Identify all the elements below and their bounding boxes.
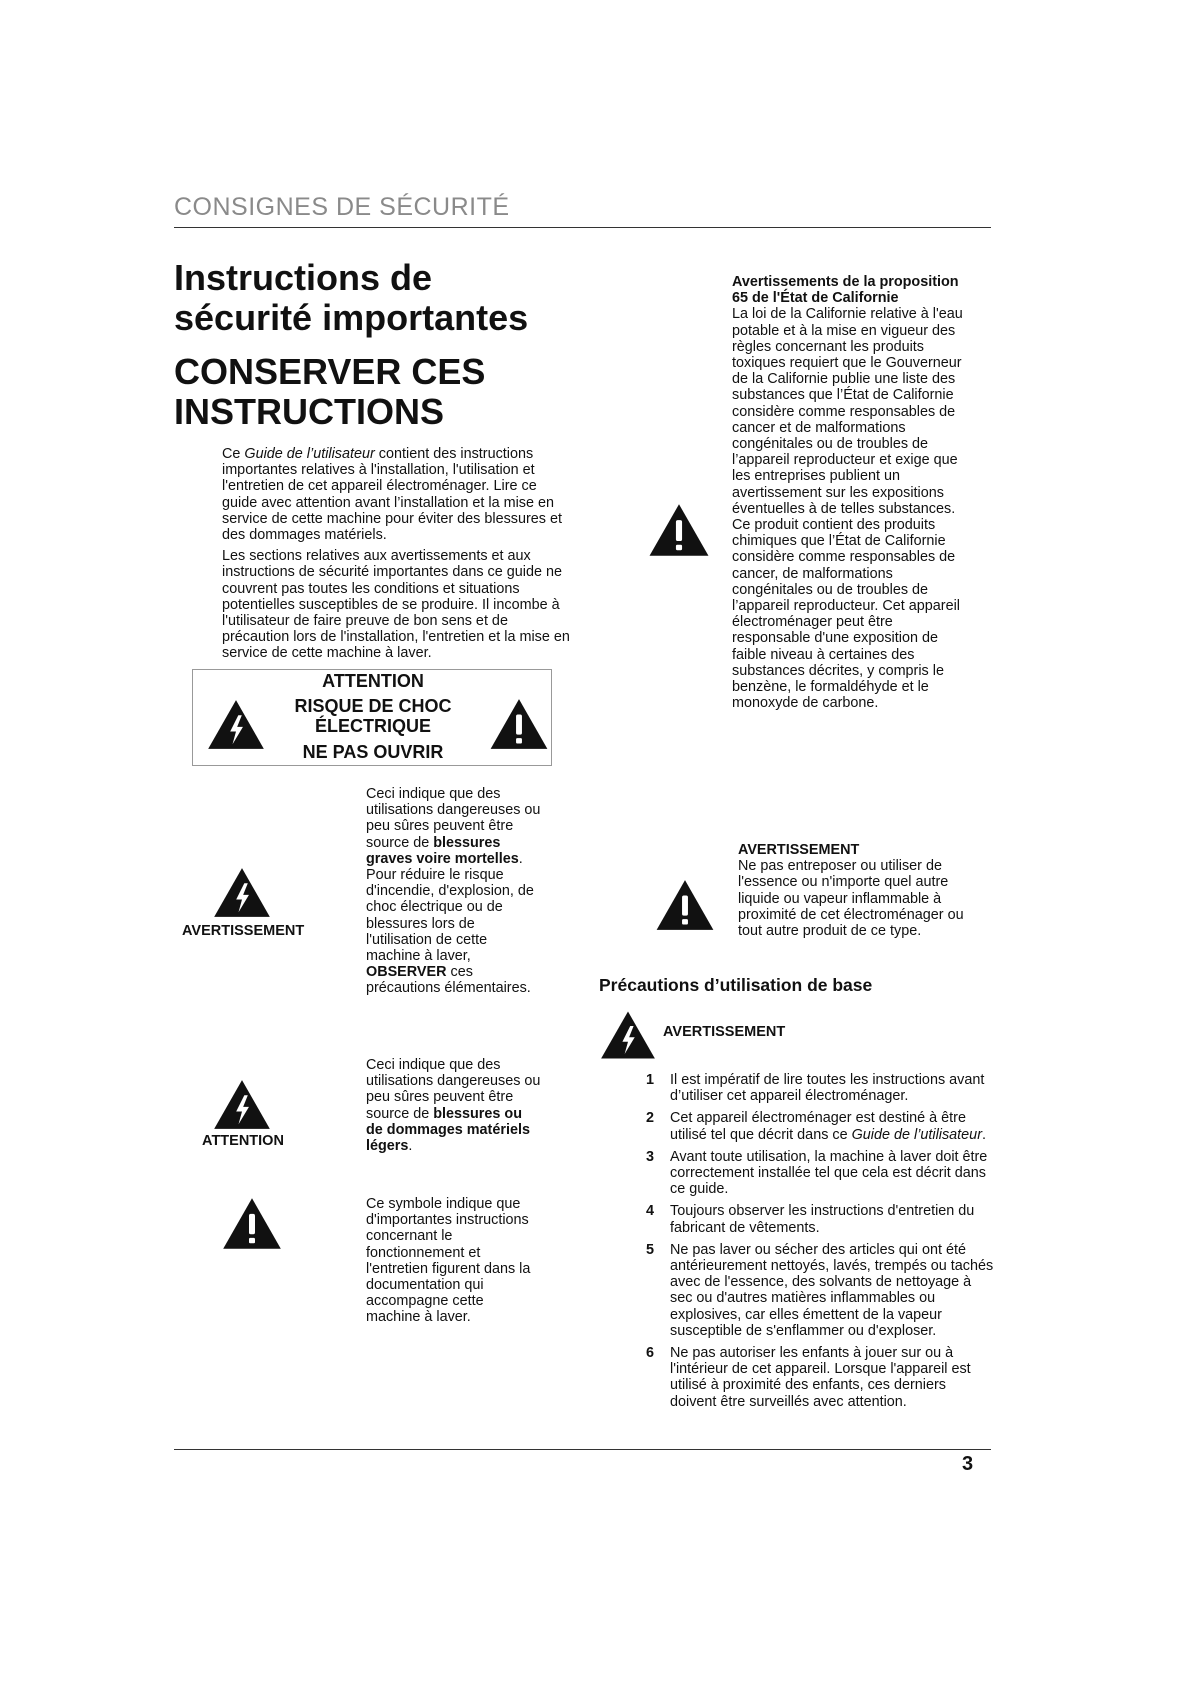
exclamation-warning-icon <box>648 503 710 557</box>
item-end: . <box>981 1126 986 1143</box>
item-text: Il est impératif de lire toutes les instructions avant d’utiliser cet appareil électroménager. <box>670 1072 985 1105</box>
symbol-description <box>366 1196 541 1326</box>
intro-p1-prefix: Ce <box>222 446 245 462</box>
electric-shock-icon <box>213 867 271 918</box>
item-italic: Guide de l’utilisateur <box>851 1126 982 1143</box>
item-text: Ne pas autoriser les enfants à jouer sur ou à l'intérieur de cet appareil. Lorsque l'appareil est utilisé à proximité des enfants, ces derniers doivent être surveillés avec attention. <box>670 1345 971 1410</box>
exclamation-warning-icon <box>655 879 715 931</box>
avertissement-desc-2-bold: OBSERVER <box>366 964 447 981</box>
intro-paragraph-1 <box>222 446 570 543</box>
item-number: 6 <box>646 1345 655 1362</box>
avertissement-label: AVERTISSEMENT <box>182 923 305 939</box>
electric-shock-icon <box>600 1010 656 1060</box>
precautions-heading: Précautions d’utilisation de base <box>599 975 873 995</box>
item-text: Cet appareil électroménager est destiné à être utilisé tel que décrit dans ce <box>670 1110 966 1143</box>
gasoline-warning <box>738 842 970 939</box>
shock-line-3: ÉLECTRIQUE <box>314 716 431 736</box>
prop65-title: Avertissements de la proposition 65 de l'État de Californie <box>732 274 959 307</box>
list-item <box>646 1345 996 1410</box>
item-text: Toujours observer les instructions d'entretien du fabricant de vêtements. <box>670 1203 975 1236</box>
avertissement-description <box>366 786 541 997</box>
page-title-line-1: Instructions de <box>174 257 433 298</box>
precautions-warning-label: AVERTISSEMENT <box>663 1024 786 1040</box>
avertissement-desc-1-end: . <box>518 850 523 867</box>
shock-line-4: NE PAS OUVRIR <box>302 742 444 762</box>
attention-desc-1-end: . <box>408 1138 413 1155</box>
gasoline-warning-title: AVERTISSEMENT <box>738 842 860 858</box>
intro-p1-rest: contient des instructions importantes relatives à l'installation, l'utilisation et l'entretien de cet appareil électroménager. Lire ce guide avec attention avant l’installation et la mise en service de cette machine pour éviter des blessures et des dommages matériels. <box>222 446 562 544</box>
intro-text <box>222 446 570 662</box>
section-title: CONSIGNES DE SÉCURITÉ <box>174 193 510 221</box>
avertissement-desc-2-end: ces précautions élémentaires. <box>366 964 531 997</box>
intro-guide-title: Guide de l’utilisateur <box>244 446 375 462</box>
shock-warning-text <box>263 670 483 762</box>
prop65-body: La loi de la Californie relative à l'eau potable et à la mise en vigueur des règles concernant les produits toxiques requiert que le Gouverneur de la Californie publie une liste des substances que l’État de Californie considère comme responsables de cancer et de malformations congénitales ou de troubles de l’appareil reproducteur et exige que les entreprises publient un avertissement sur les expositions éventuelles à de telles substances. Ce produit contient des produits chimiques que l’État de Californie considère comme responsables de cancer, de malformations congénitales ou de troubles de l’appareil reproducteur. Cet appareil électroménager peut être responsable d'une exposition de faible niveau à certaines des substances décrites, y compris le benzène, le formaldéhyde et le monoxyde de carbone. <box>732 306 963 712</box>
intro-paragraph-2: Les sections relatives aux avertissements et aux instructions de sécurité importantes dans ce guide ne couvrent pas toutes les conditions et situations potentielles susceptibles de se produire. Il incombe à l'utilisateur de faire preuve de bon sens et de précaution lors de l'installation, l'entretien et la mise en service de cette machine à laver. <box>222 548 570 662</box>
footer-divider <box>174 1449 991 1450</box>
item-text: Avant toute utilisation, la machine à laver doit être correctement installée tel que cela est décrit dans ce guide. <box>670 1148 988 1198</box>
avertissement-desc-2-text: Pour réduire le risque d'incendie, d'explosion, de choc électrique ou de blessures lors de l'utilisation de cette machine à laver, <box>366 867 534 965</box>
shock-line-2: RISQUE DE CHOC <box>294 696 452 716</box>
avertissement-desc-2 <box>366 867 541 997</box>
electric-shock-icon <box>213 1079 271 1130</box>
electric-shock-icon <box>207 699 265 750</box>
attention-desc-1-bold: blessures ou de dommages matériels légers <box>366 1105 530 1155</box>
item-number: 5 <box>646 1241 655 1258</box>
list-item <box>646 1242 996 1339</box>
item-text: Ne pas laver ou sécher des articles qui ont été antérieurement nettoyés, lavés, trempés ou tachés avec de l'essence, des solvants de nettoyage à sec ou d'autres matières inflammables ou explosives, car elles émettent de la vapeur susceptible de s'enflammer ou d'exploser. <box>670 1241 994 1339</box>
shock-line-1: ATTENTION <box>322 671 424 691</box>
item-number: 3 <box>646 1148 655 1165</box>
header-divider <box>174 227 991 228</box>
precautions-list <box>646 1072 996 1416</box>
shock-warning-box <box>192 669 552 766</box>
page-title-line-2: sécurité importantes <box>174 297 529 338</box>
attention-label: ATTENTION <box>202 1133 284 1149</box>
avertissement-desc-1-bold: blessures graves voire mortelles <box>366 834 519 867</box>
item-number: 4 <box>646 1203 655 1220</box>
attention-description <box>366 1057 541 1154</box>
exclamation-warning-icon <box>222 1197 282 1250</box>
attention-desc-1 <box>366 1057 541 1154</box>
item-number: 2 <box>646 1110 655 1127</box>
list-item <box>646 1110 996 1142</box>
avertissement-desc-1 <box>366 786 541 867</box>
symbol-desc-text: Ce symbole indique que d'importantes instructions concernant le fonctionnement et l'entretien figurent dans la documentation qui accompagne cette machine à laver. <box>366 1196 531 1326</box>
list-item <box>646 1149 996 1198</box>
page-subtitle-line-2: INSTRUCTIONS <box>174 391 444 432</box>
prop65-warning <box>732 274 964 711</box>
exclamation-warning-icon <box>489 698 549 750</box>
avertissement-desc-1-text: Ceci indique que des utilisations dangereuses ou peu sûres peuvent être source de <box>366 786 541 851</box>
attention-desc-1-text: Ceci indique que des utilisations dangereuses ou peu sûres peuvent être source de <box>366 1057 541 1122</box>
gasoline-warning-body: Ne pas entreposer ou utiliser de l'essence ou n'importe quel autre liquide ou vapeur inflammable à proximité de cet électroménager ou tout autre produit de ce type. <box>738 858 964 940</box>
page-title <box>174 258 528 338</box>
page-subtitle-line-1: CONSERVER CES <box>174 351 486 392</box>
list-item <box>646 1072 996 1104</box>
list-item <box>646 1203 996 1235</box>
item-number: 1 <box>646 1072 655 1088</box>
page-subtitle <box>174 352 485 432</box>
page-number: 3 <box>962 1453 974 1475</box>
